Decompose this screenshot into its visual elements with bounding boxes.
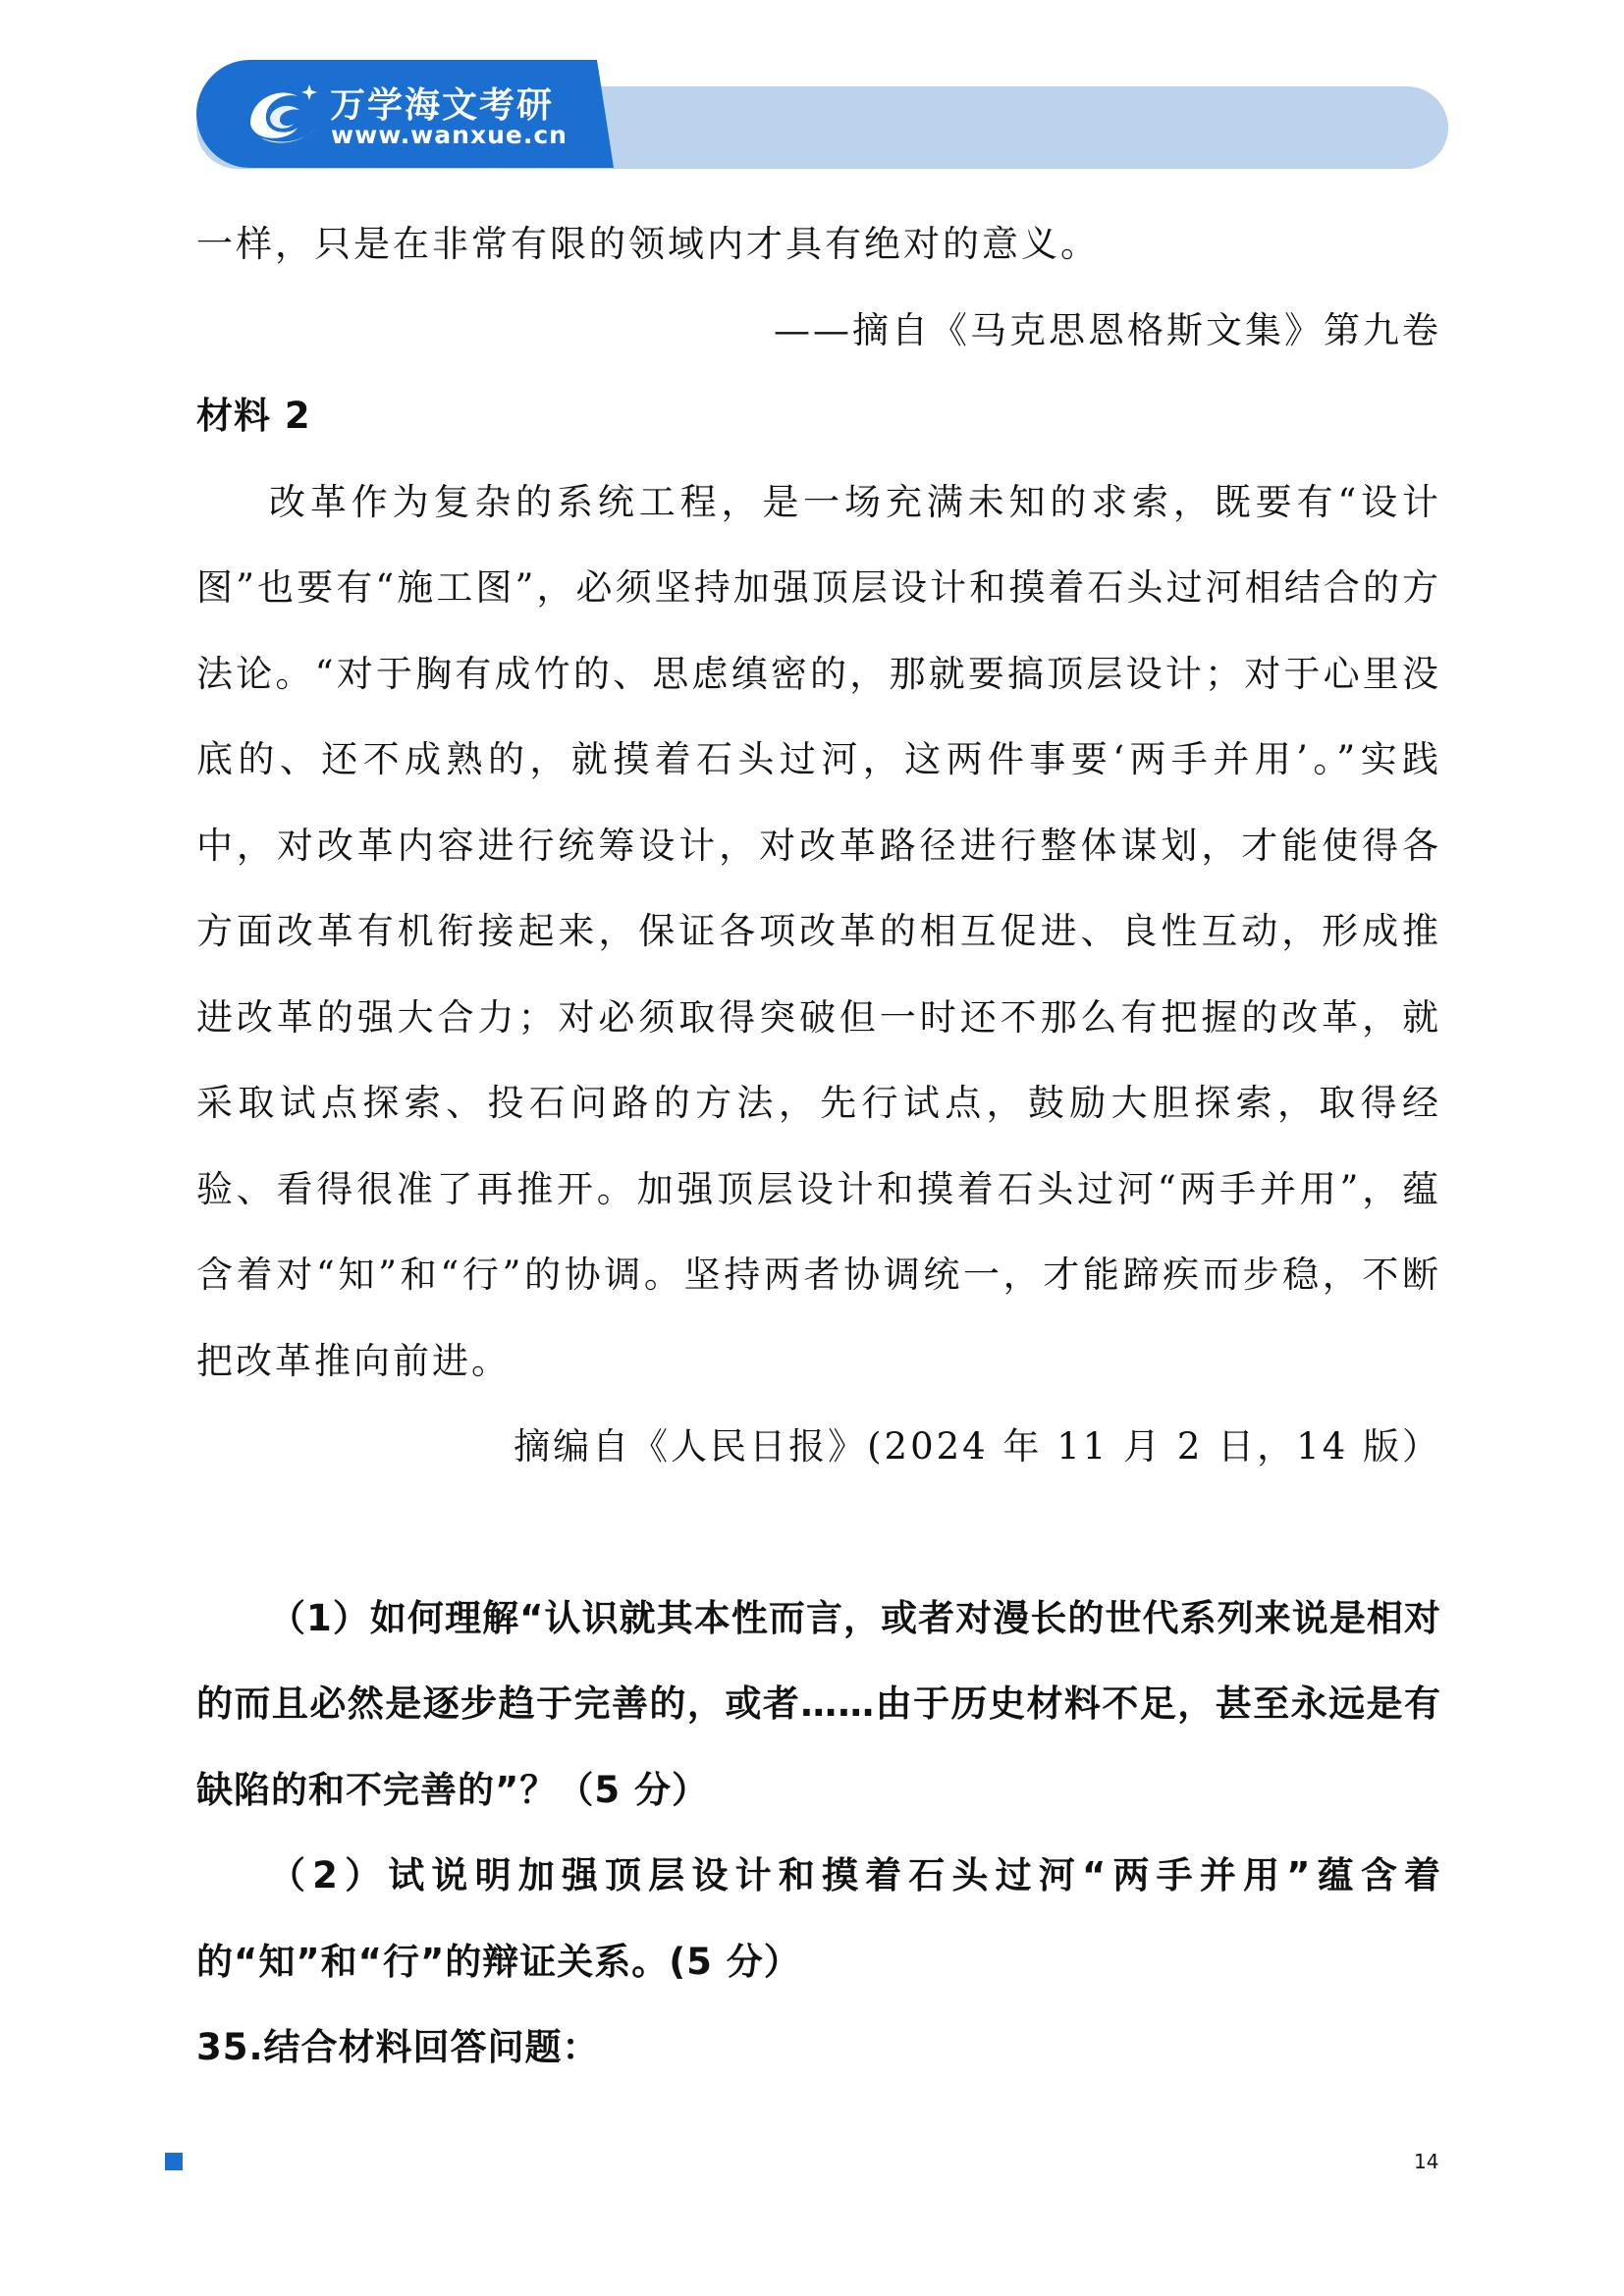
page-content [196,201,1441,2091]
material-2-heading: 材料 2 [196,395,311,437]
footer-marker [165,2153,183,2170]
source-citation-2: 摘编自《人民日报》(2024 年 11 月 2 日，14 版） [514,1425,1441,1468]
wanxue-logo-icon [241,79,325,149]
brand-name: 万学海文考研 [330,85,555,126]
question-35-heading: 35.结合材料回答问题： [196,2026,600,2068]
question-2: （2）试说明加强顶层设计和摸着石头过河“两手并用”蕴含着的“知”和“行”的辩证关系。(5 分） [196,1854,1441,1983]
question-1: （1）如何理解“认识就其本性而言，或者对漫长的世代系列来说是相对的而且必然是逐步趋于完善的，或者……由于历史材料不足，甚至永远是有缺陷的和不完善的”？（5 分） [196,1596,1441,1811]
continued-paragraph: 一样，只是在非常有限的领域内才具有绝对的意义。 [196,223,1100,265]
source-citation: ——摘自《马克思恩格斯文集》第九卷 [774,308,1441,351]
header-banner [0,0,1624,196]
section-spacer [196,1490,1441,1575]
brand-url: www.wanxue.cn [331,121,568,149]
page-number: 14 [1414,2150,1439,2173]
material-2-paragraph: 改革作为复杂的系统工程，是一场充满未知的求索，既要有“设计图”也要有“施工图”，必须坚持加强顶层设计和摸着石头过河相结合的方法论。“对于胸有成竹的、思虑缜密的，那就要搞顶层设计；对于心里没底的、还不成熟的，就摸着石头过河，这两件事要‘两手并用’。”实践中，对改革内容进行统筹设计，对改革路径进行整体谋划，才能使得各方面改革有机衔接起来，保证各项改革的相互促进、良性互动，形成推进改革的强大合力；对必须取得突破但一时还不那么有把握的改革，就采取试点探索、投石问路的方法，先行试点，鼓励大胆探索，取得经验、看得很准了再推开。加强顶层设计和摸着石头过河“两手并用”，蕴含着对“知”和“行”的协调。坚持两者协调统一，才能蹄疾而步稳，不断把改革推向前进。 [196,480,1441,1382]
